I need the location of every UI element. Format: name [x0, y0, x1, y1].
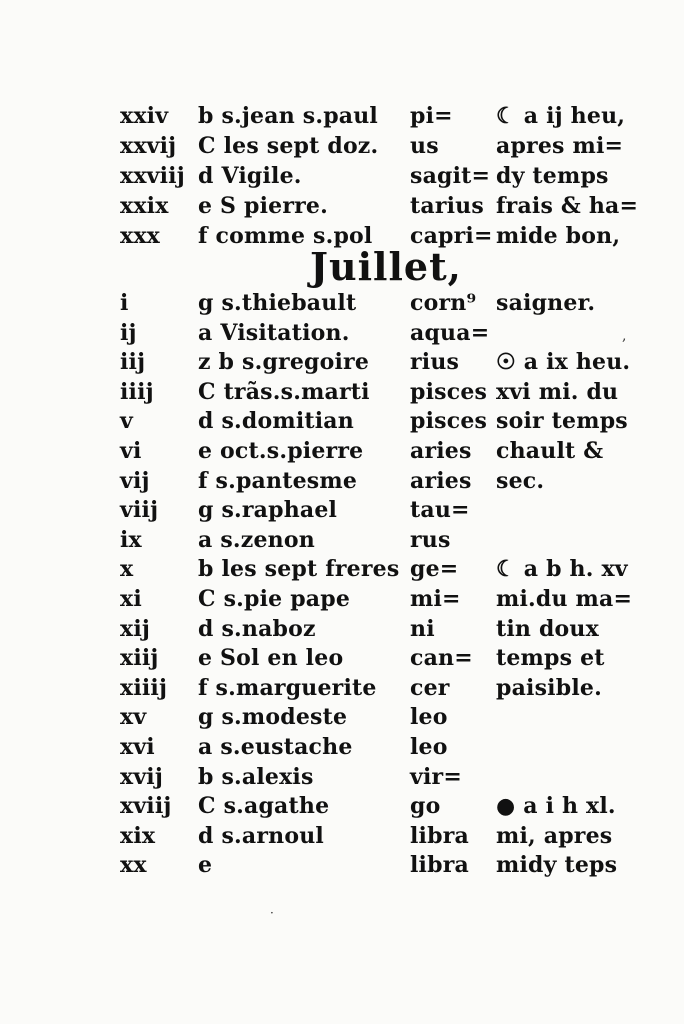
day-numeral: xv	[120, 704, 147, 731]
saint-entry: f s.pantesme	[198, 467, 358, 494]
saint-entry: b s.alexis	[198, 763, 314, 790]
saint-entry: a s.eustache	[198, 734, 353, 760]
weather-note: ● a i h xl.	[496, 793, 616, 820]
weather-note: mide bon,	[496, 223, 621, 249]
zodiac-sign: pisces	[410, 378, 488, 405]
calendar-row	[0, 643, 684, 673]
saint-entry: g s.raphael	[198, 497, 338, 524]
month-title: Juillet,	[310, 244, 462, 289]
zodiac-sign: corn⁹	[410, 290, 477, 316]
weather-note: ☉ a ix heu.	[496, 349, 631, 376]
day-numeral: xij	[120, 615, 151, 642]
zodiac-sign: capri=	[410, 223, 493, 249]
zodiac-sign: libra	[410, 822, 469, 849]
saint-entry: C trãs.s.marti	[198, 378, 370, 405]
saint-entry: C les sept doz.	[198, 133, 379, 159]
weather-note: temps et	[496, 645, 605, 672]
day-numeral: xi	[120, 586, 142, 612]
saint-entry: a Visitation.	[198, 319, 350, 346]
day-numeral: x	[120, 556, 134, 583]
weather-note: tin doux	[496, 615, 599, 642]
day-numeral: viij	[120, 497, 159, 524]
zodiac-sign: cer	[410, 674, 450, 701]
weather-note: ☾ a b h. xv	[496, 556, 628, 583]
calendar-row	[0, 584, 684, 614]
calendar-row	[0, 702, 684, 732]
saint-entry: C s.pie pape	[198, 586, 351, 612]
saint-entry: a s.zenon	[198, 526, 315, 553]
zodiac-sign: aries	[410, 438, 472, 464]
saint-entry: e Sol en leo	[198, 645, 344, 672]
calendar-row	[0, 466, 684, 496]
stray-mark: ,	[622, 328, 627, 344]
day-numeral: vi	[120, 438, 142, 464]
weather-note: apres mi=	[496, 133, 624, 159]
zodiac-sign: rus	[410, 526, 451, 553]
calendar-row	[0, 377, 684, 407]
weather-note: chault &	[496, 438, 604, 464]
day-numeral: ij	[120, 319, 137, 346]
calendar-row	[0, 525, 684, 555]
zodiac-sign: aqua=	[410, 319, 490, 346]
calendar-row	[0, 850, 684, 880]
day-numeral: xxix	[120, 193, 169, 219]
weather-note: mi, apres	[496, 822, 613, 849]
day-numeral: xiiij	[120, 674, 168, 701]
calendar-row	[0, 732, 684, 762]
weather-note: midy teps	[496, 852, 618, 879]
saint-entry: e	[198, 852, 213, 879]
weather-note: soir temps	[496, 408, 628, 435]
calendar-row	[0, 347, 684, 377]
calendar-row	[0, 101, 684, 131]
saint-entry: d s.arnoul	[198, 822, 324, 849]
stray-mark: ·	[270, 906, 274, 920]
calendar-row	[0, 406, 684, 436]
weather-note: mi.du ma=	[496, 586, 633, 612]
zodiac-sign: pisces	[410, 408, 488, 435]
saint-entry: f comme s.pol	[198, 223, 373, 249]
saint-entry: d s.domitian	[198, 408, 354, 435]
saint-entry: e S pierre.	[198, 193, 328, 219]
zodiac-sign: rius	[410, 349, 460, 376]
calendar-row	[0, 288, 684, 318]
day-numeral: xxiv	[120, 103, 169, 129]
calendar-row	[0, 614, 684, 644]
zodiac-sign: leo	[410, 734, 448, 760]
day-numeral: xviij	[120, 793, 172, 820]
calendar-row	[0, 554, 684, 584]
saint-entry: d Vigile.	[198, 163, 302, 189]
zodiac-sign: ni	[410, 615, 435, 642]
zodiac-sign: tau=	[410, 497, 470, 524]
zodiac-sign: aries	[410, 467, 472, 494]
calendar-row	[0, 161, 684, 191]
zodiac-sign: leo	[410, 704, 448, 731]
saint-entry: g s.thiebault	[198, 290, 357, 316]
weather-note: xvi mi. du	[496, 378, 619, 405]
day-numeral: xx	[120, 852, 147, 879]
saint-entry: C s.agathe	[198, 793, 330, 820]
calendar-row	[0, 495, 684, 525]
zodiac-sign: can=	[410, 645, 473, 672]
saint-entry: g s.modeste	[198, 704, 348, 731]
calendar-row	[0, 436, 684, 466]
calendar-row	[0, 318, 684, 348]
calendar-row	[0, 821, 684, 851]
day-numeral: xxviij	[120, 163, 185, 189]
calendar-row	[0, 191, 684, 221]
zodiac-sign: us	[410, 133, 439, 159]
day-numeral: v	[120, 408, 133, 435]
weather-note: dy temps	[496, 163, 609, 189]
saint-entry: f s.marguerite	[198, 674, 377, 701]
zodiac-sign: pi=	[410, 103, 453, 129]
saint-entry: e oct.s.pierre	[198, 438, 364, 464]
calendar-row	[0, 762, 684, 792]
zodiac-sign: tarius	[410, 193, 484, 219]
saint-entry: d s.naboz	[198, 615, 316, 642]
weather-note: frais & ha=	[496, 193, 639, 219]
day-numeral: xix	[120, 822, 156, 849]
day-numeral: i	[120, 290, 129, 316]
weather-note: paisible.	[496, 674, 602, 701]
zodiac-sign: vir=	[410, 763, 462, 790]
day-numeral: xvij	[120, 763, 164, 790]
weather-note: sec.	[496, 467, 545, 494]
saint-entry: b les sept freres	[198, 556, 400, 583]
calendar-row	[0, 791, 684, 821]
zodiac-sign: ge=	[410, 556, 459, 583]
saint-entry: b s.jean s.paul	[198, 103, 378, 129]
weather-note: ☾ a ij heu,	[496, 103, 626, 129]
calendar-row	[0, 131, 684, 161]
day-numeral: ix	[120, 526, 142, 553]
day-numeral: xiij	[120, 645, 159, 672]
zodiac-sign: go	[410, 793, 441, 820]
weather-note: saigner.	[496, 290, 596, 316]
day-numeral: xvi	[120, 734, 155, 760]
day-numeral: iiij	[120, 378, 154, 405]
day-numeral: iij	[120, 349, 146, 376]
saint-entry: z b s.gregoire	[198, 349, 370, 376]
calendar-row	[0, 673, 684, 703]
zodiac-sign: libra	[410, 852, 469, 879]
zodiac-sign: mi=	[410, 586, 461, 612]
day-numeral: xxvij	[120, 133, 177, 159]
day-numeral: xxx	[120, 223, 160, 249]
zodiac-sign: sagit=	[410, 163, 491, 189]
day-numeral: vij	[120, 467, 150, 494]
